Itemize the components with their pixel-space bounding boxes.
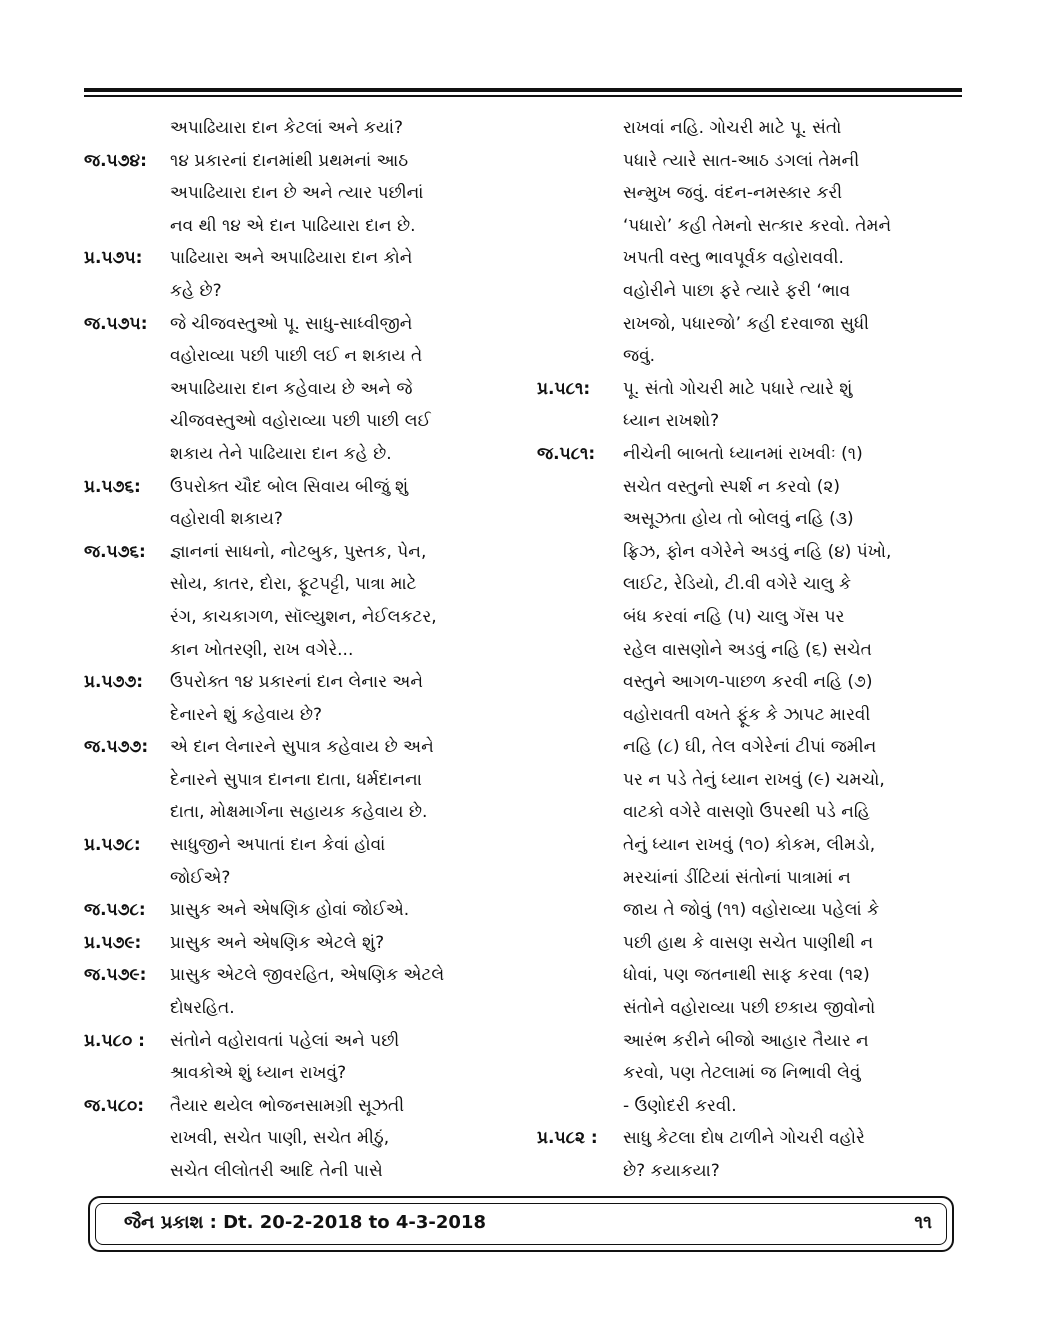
qa-entry (84, 1090, 509, 1188)
entry-label: પ્ર.૫૭૯: (84, 932, 142, 953)
text-line: બંધ કરવાં નહિ (૫) ચાલુ ગૅસ પર (623, 606, 845, 627)
entry-label: પ્ર.૫૭૫: (84, 248, 143, 269)
entry-label: જ.૫૭૫: (84, 313, 148, 334)
text-line: પ્રાસુક અને એષણિક એટલે શું? (170, 932, 385, 953)
text-line: ચીજવસ્તુઓ વહોરાવ્યા પછી પાછી લઈ (170, 411, 431, 432)
text-line: સોય, કાતર, દોરા, ફૂટપટ્ટી, પાત્રા માટે (170, 574, 417, 595)
qa-entry (84, 894, 509, 927)
text-line: સંતોને વહોરાવતાં પહેલાં અને પછી (170, 1030, 400, 1051)
text-line: નવ થી ૧૪ એ દાન પાઢિયારા દાન છે. (170, 215, 416, 236)
entry-label: જ.૫૮૧: (537, 443, 596, 464)
text-line: અપાઢિયારા દાન કહેવાય છે અને જે (170, 378, 413, 399)
qa-entry (84, 308, 509, 471)
text-line: જાય તે જોવું (૧૧) વહોરાવ્યા પહેલાં કે (623, 900, 880, 921)
text-line: દેનારને સુપાત્ર દાનના દાતા, ધર્મદાનના (170, 769, 422, 790)
entry-label: પ્ર.૫૭૮: (84, 835, 141, 856)
text-line: દોષરહિત. (170, 998, 235, 1019)
text-line: રંગ, કાચકાગળ, સૉલ્યુશન, નેઈલકટર, (170, 606, 437, 627)
text-line: અસૂઝતા હોય તો બોલવું નહિ (૩) (623, 509, 854, 530)
text-line: સચેત લીલોતરી આદિ તેની પાસે (170, 1161, 383, 1181)
top-rule-thin (84, 95, 962, 97)
footer-frame (88, 1196, 954, 1252)
text-line: જોઈએ? (170, 867, 231, 888)
text-line: સાધુજીને અપાતાં દાન કેવાં હોવાં (170, 835, 386, 856)
qa-entry (537, 1122, 962, 1187)
qa-entry (84, 731, 509, 829)
text-line: છે? કયાકયા? (623, 1161, 720, 1181)
text-line: દાતા, મોક્ષમાર્ગના સહાયક કહેવાય છે. (170, 802, 428, 823)
text-line: સચેત વસ્તુનો સ્પર્શ ન કરવો (૨) (623, 476, 840, 497)
text-line: પ્રાસુક એટલે જીવરહિત, એષણિક એટલે (170, 965, 445, 986)
text-line: સાધુ કેટલા દોષ ટાળીને ગોચરી વહોરે (623, 1128, 865, 1149)
text-line: રાખજો, પધારજો’ કહી દરવાજા સુધી (623, 313, 870, 334)
footer-inner-frame (95, 1203, 947, 1245)
qa-entry (84, 112, 509, 145)
text-line: વહોરાવતી વખતે ફૂંક કે ઝાપટ મારવી (623, 704, 871, 725)
text-line: તૈયાર થયેલ ભોજનસામગ્રી સૂઝતી (170, 1095, 405, 1116)
text-line: ઉપરોક્ત ૧૪ પ્રકારનાં દાન લેનાર અને (170, 672, 424, 693)
entry-label: પ્ર.૫૭૬: (84, 476, 141, 497)
entry-text (170, 242, 509, 307)
qa-entry (537, 373, 962, 438)
text-line: જે ચીજવસ્તુઓ પૂ. સાધુ-સાધ્વીજીને (170, 313, 413, 334)
text-line: રાખવી, સચેત પાણી, સચેત મીઠું, (170, 1128, 390, 1149)
qa-entry (537, 438, 962, 1122)
text-line: વહોરાવી શકાય? (170, 509, 283, 530)
text-line: પ્રાસુક અને એષણિક હોવાં જોઈએ. (170, 900, 410, 921)
qa-entry (84, 242, 509, 307)
page-number: ૧૧ (914, 1212, 932, 1233)
text-line: અપાઢિયારા દાન કેટલાં અને કયાં? (170, 118, 404, 138)
entry-text (623, 373, 962, 438)
entry-label: જ.૫૭૯: (84, 965, 147, 986)
entry-text (170, 666, 509, 731)
text-line: ૧૪ પ્રકારનાં દાનમાંથી પ્રથમનાં આઠ (170, 150, 409, 171)
text-line: સંતોને વહોરાવ્યા પછી છકાય જીવોનો (623, 998, 876, 1019)
qa-entry (84, 959, 509, 1024)
text-line: પૂ. સંતો ગોચરી માટે પધારે ત્યારે શું (623, 378, 853, 399)
entry-label: પ્ર.૫૮૧: (537, 378, 591, 399)
qa-entry (84, 471, 509, 536)
text-line: પછી હાથ કે વાસણ સચેત પાણીથી ન (623, 932, 874, 953)
qa-entry (84, 666, 509, 731)
text-line: ધોવાં, પણ જતનાથી સાફ કરવા (૧૨) (623, 965, 870, 986)
text-line: કહે છે? (170, 280, 222, 301)
qa-entry (84, 536, 509, 666)
entry-text (170, 1090, 509, 1188)
publication-info: જૈન પ્રકાશ : Dt. 20-2-2018 to 4-3-2018 (124, 1212, 486, 1233)
entry-label: જ.૫૭૬: (84, 541, 146, 562)
text-line: અપાઢિયારા દાન છે અને ત્યાર પછીનાં (170, 183, 424, 204)
right-column (537, 112, 962, 1188)
text-line: પધારે ત્યારે સાત-આઠ ડગલાં તેમની (623, 150, 860, 171)
entry-text (623, 438, 962, 1122)
text-line: દેનારને શું કહેવાય છે? (170, 704, 323, 725)
entry-text (170, 894, 509, 927)
entry-text (170, 308, 509, 471)
text-line: વહોરાવ્યા પછી પાછી લઈ ન શકાય તે (170, 346, 423, 367)
entry-text (623, 1122, 962, 1187)
entry-label: પ્ર.૫૮૦ : (84, 1030, 145, 1051)
text-line: ફ્રિઝ, ફોન વગેરેને અડવું નહિ (૪) પંખો, (623, 541, 892, 562)
text-line: તેનું ધ્યાન રાખવું (૧૦) કોકમ, લીમડો, (623, 835, 876, 856)
entry-text (170, 471, 509, 536)
qa-entry (84, 829, 509, 894)
text-line: લાઈટ, રેડિયો, ટી.વી વગેરે ચાલુ કે (623, 574, 852, 595)
text-line: જ્ઞાનનાં સાધનો, નોટબુક, પુસ્તક, પેન, (170, 541, 427, 562)
text-line: વસ્તુને આગળ-પાછળ કરવી નહિ (૭) (623, 672, 873, 693)
text-line: રાખવાં નહિ. ગોચરી માટે પૂ. સંતો (623, 118, 842, 138)
entry-text (170, 829, 509, 894)
entry-label: પ્ર.૫૮૨ : (537, 1128, 598, 1149)
entry-label: જ.૫૭૮: (84, 900, 146, 921)
text-line: ‘પધારો’ કહી તેમનો સત્કાર કરવો. તેમને (623, 215, 892, 236)
text-line: પાઢિયારા અને અપાઢિયારા દાન કોને (170, 248, 413, 269)
text-line: કરવો, પણ તેટલામાં જ નિભાવી લેવું (623, 1063, 861, 1084)
entry-text (170, 536, 509, 666)
text-line: વાટકો વગેરે વાસણો ઉપરથી પડે નહિ (623, 802, 870, 823)
entry-text (170, 112, 509, 145)
text-line: રહેલ વાસણોને અડવું નહિ (૬) સચેત (623, 639, 872, 660)
text-line: પર ન પડે તેનું ધ્યાન રાખવું (૯) ચમચો, (623, 769, 885, 790)
entry-label: જ.૫૭૪: (84, 150, 147, 171)
qa-entry (84, 1025, 509, 1090)
entry-label: પ્ર.૫૭૭: (84, 672, 144, 693)
entry-text (623, 112, 962, 373)
entry-text (170, 145, 509, 243)
text-line: - ઉણોદરી કરવી. (623, 1095, 737, 1116)
text-line: નહિ (૮) ઘી, તેલ વગેરેનાં ટીપાં જમીન (623, 737, 877, 758)
text-line: મરચાંનાં ડીંટિયાં સંતોનાં પાત્રામાં ન (623, 867, 851, 888)
text-line: શકાય તેને પાઢિયારા દાન કહે છે. (170, 443, 392, 464)
text-line: ઉપરોક્ત ચૌદ બોલ સિવાય બીજું શું (170, 476, 409, 497)
qa-entry (84, 145, 509, 243)
text-line: આરંભ કરીને બીજો આહાર તૈયાર ન (623, 1030, 869, 1051)
entry-text (170, 731, 509, 829)
text-line: શ્રાવકોએ શું ધ્યાન રાખવું? (170, 1063, 347, 1084)
entry-label: જ.૫૭૭: (84, 737, 149, 758)
entry-label: જ.૫૮૦: (84, 1095, 145, 1116)
entry-text (170, 1025, 509, 1090)
text-line: એ દાન લેનારને સુપાત્ર કહેવાય છે અને (170, 737, 434, 758)
qa-entry (84, 927, 509, 960)
entry-text (170, 959, 509, 1024)
entry-text (170, 927, 509, 960)
text-line: ખપતી વસ્તુ ભાવપૂર્વક વહોરાવવી. (623, 248, 844, 269)
left-column (84, 112, 509, 1188)
qa-entry (537, 112, 962, 373)
text-line: જવું. (623, 346, 656, 367)
text-line: કાન ખોતરણી, રાખ વગેરે... (170, 639, 354, 660)
text-line: ધ્યાન રાખશો? (623, 411, 720, 432)
text-line: વહોરીને પાછા ફરે ત્યારે ફરી ‘ભાવ (623, 280, 851, 301)
top-rule-thick (84, 88, 962, 92)
text-line: સન્મુખ જવું. વંદન-નમસ્કાર કરી (623, 183, 843, 204)
text-line: નીચેની બાબતો ધ્યાનમાં રાખવીઃ (૧) (623, 443, 863, 464)
